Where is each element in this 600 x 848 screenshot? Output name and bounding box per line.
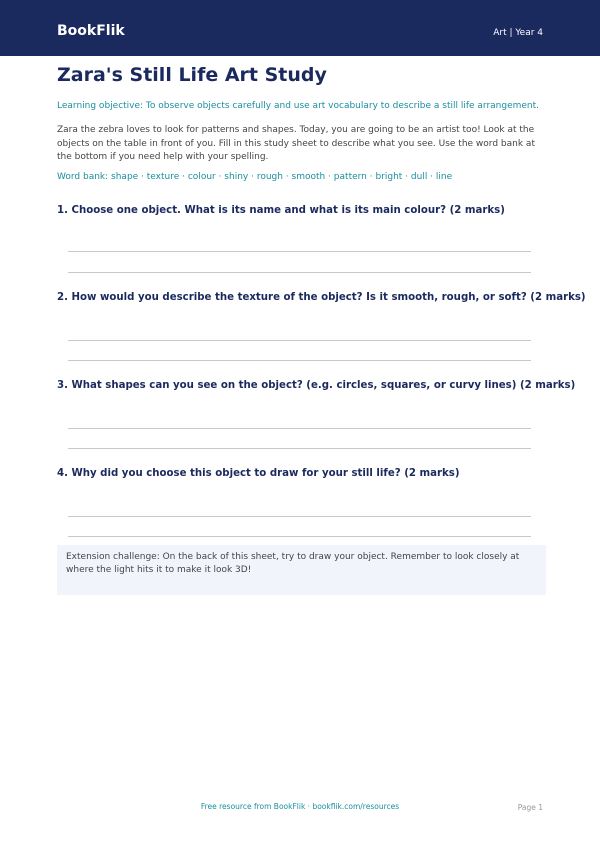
answer-line[interactable] (68, 340, 531, 341)
extension-challenge-box: Extension challenge: On the back of this sheet, try to draw your object. Remember to look closely at where the light hits it to make it look 3D! (57, 545, 546, 595)
page-number: Page 1 (517, 803, 543, 812)
question-3: 3. What shapes can you see on the object? (e.g. circles, squares, or curvy lines) (2 marks) (57, 380, 576, 391)
word-bank: Word bank: shape · texture · colour · shiny · rough · smooth · pattern · bright · dull · line (57, 172, 453, 182)
answer-line[interactable] (68, 272, 531, 273)
question-4: 4. Why did you choose this object to draw for your still life? (2 marks) (57, 468, 460, 479)
answer-line[interactable] (68, 536, 531, 537)
learning-objective: Learning objective: To observe objects carefully and use art vocabulary to describe a still life arrangement. (57, 101, 540, 111)
brand-logo: BookFlik (57, 23, 125, 39)
answer-line[interactable] (68, 360, 531, 361)
question-2: 2. How would you describe the texture of the object? Is it smooth, rough, or soft? (2 marks) (57, 292, 586, 303)
question-1: 1. Choose one object. What is its name and what is its main colour? (2 marks) (57, 205, 505, 216)
header-bar (0, 0, 600, 56)
answer-line[interactable] (68, 448, 531, 449)
intro-paragraph: Zara the zebra loves to look for patterns and shapes. Today, you are going to be an artist too! Look at the objects on the table in front of you. Fill in this study sheet to describe what you see. Use the word bank at the bottom if you need help with your spelling. (57, 125, 535, 162)
page-title: Zara's Still Life Art Study (57, 64, 327, 86)
answer-line[interactable] (68, 428, 531, 429)
footer-credit: Free resource from BookFlik · bookflik.com/resources (200, 802, 400, 811)
subject-year-label: Art | Year 4 (493, 28, 543, 38)
answer-line[interactable] (68, 251, 531, 252)
answer-line[interactable] (68, 516, 531, 517)
